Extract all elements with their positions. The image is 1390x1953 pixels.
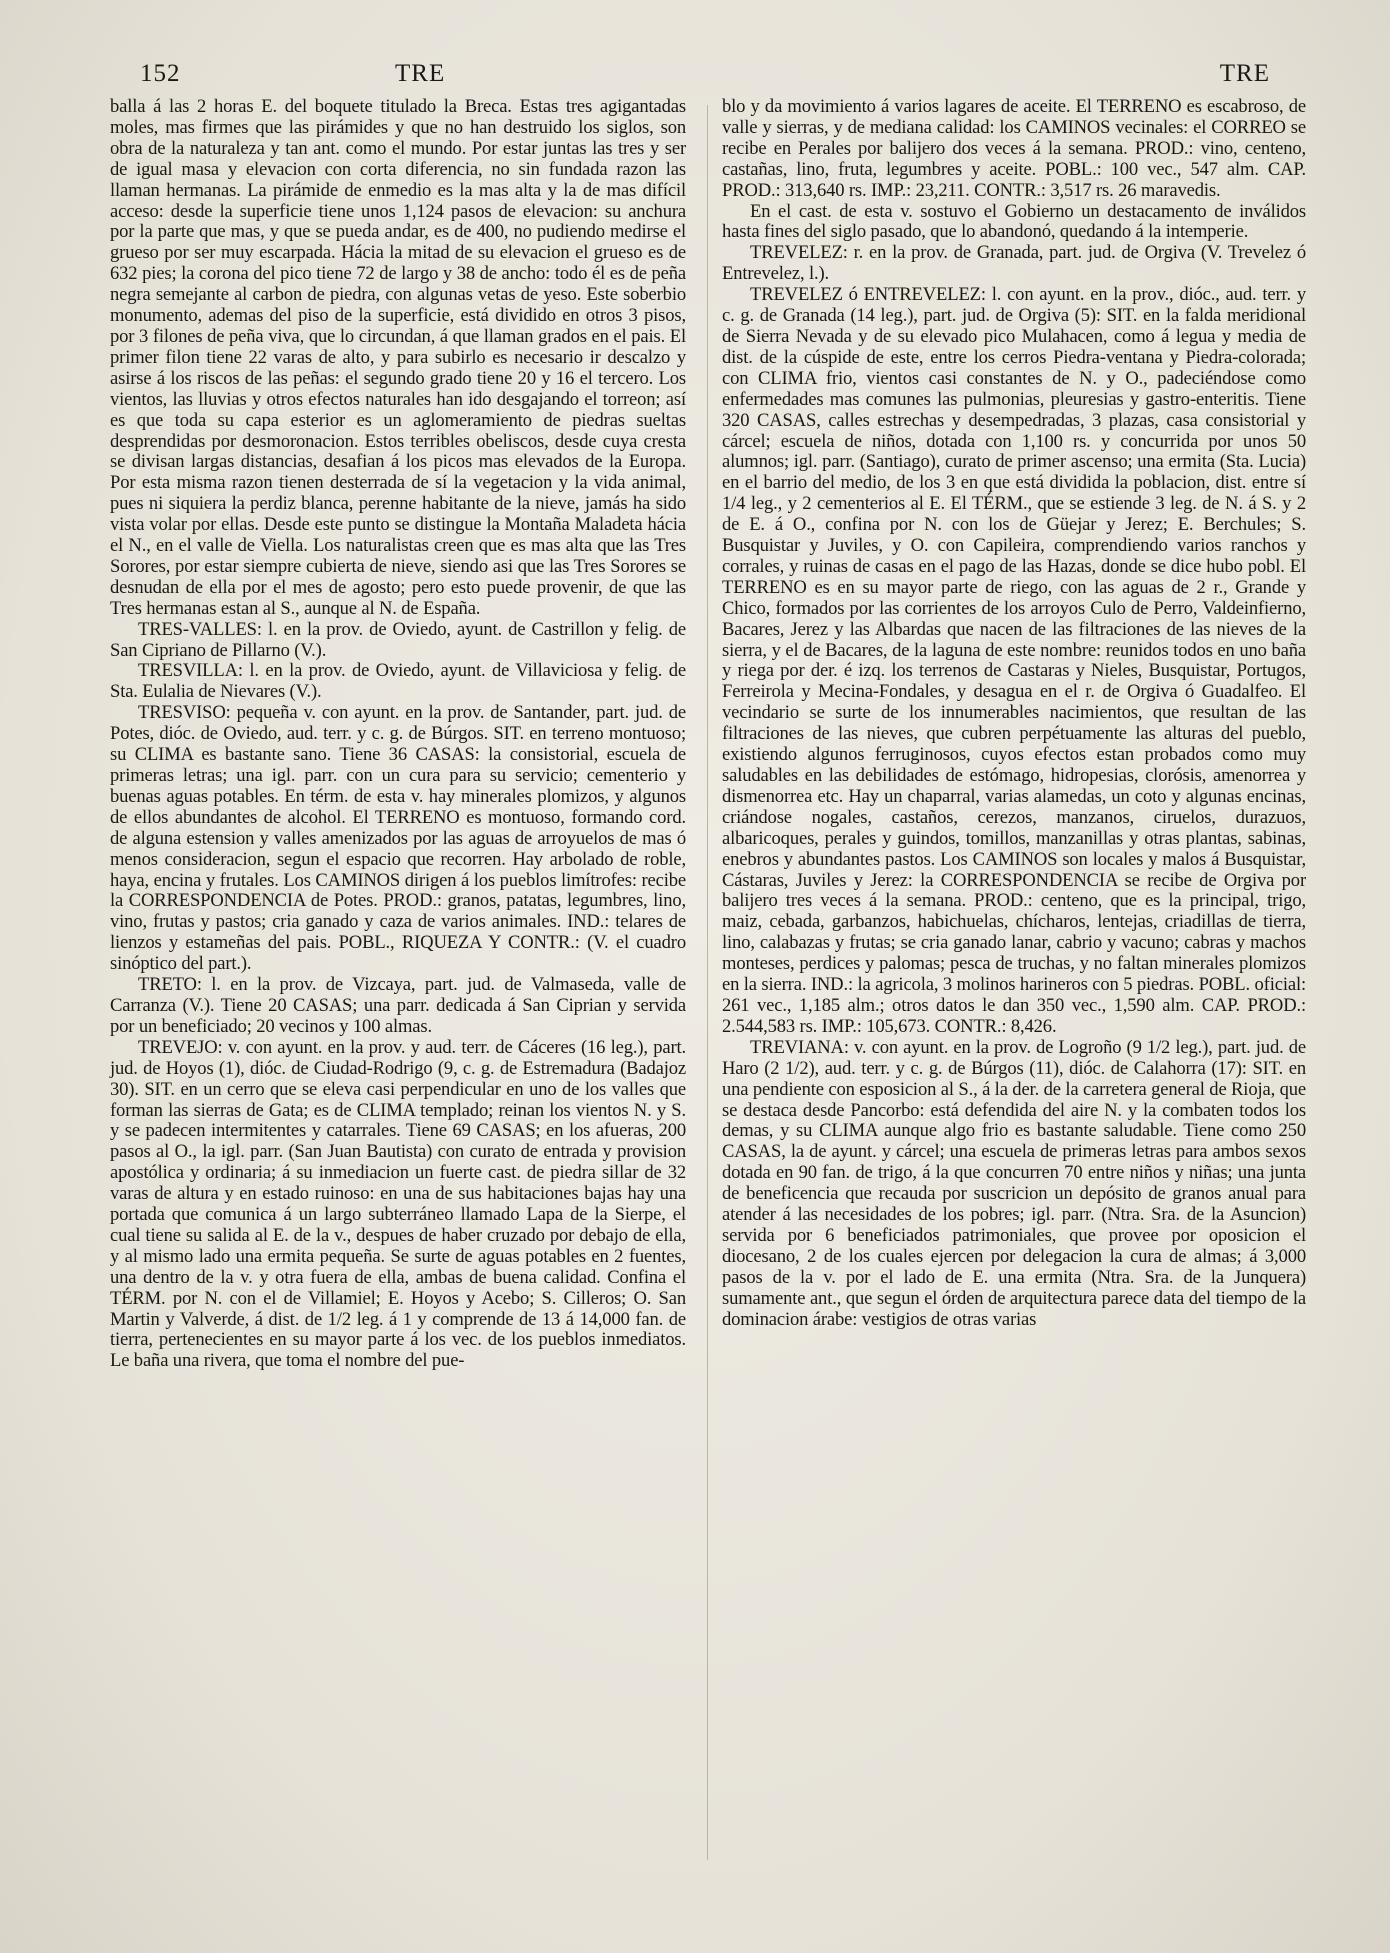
left-column: [110, 97, 686, 1372]
entry-tresvilla: TRESVILLA: l. en la prov. de Oviedo, ayunt. de Villaviciosa y felig. de Sta. Eulalia de Nievares (V.).: [110, 660, 686, 703]
entry-treviana: TREVIANA: v. con ayunt. en la prov. de Logroño (9 1/2 leg.), part. jud. de Haro (2 1/2), aud. terr. y c. g. de Búrgos (11), dióc. de Calahorra (17): SIT. en una pendiente con esposicion al S., á la der. de la carretera general de Rioja, que se destaca desde Pancorbo: está defendida del aire N. y la combaten todos los demas, y su CLIMA aunque algo frio es bastante saludable. Tiene como 250 CASAS, la de ayunt. y cárcel; una escuela de primeras letras para ambos sexos dotada en 90 fan. de trigo, á la que concurren 70 entre niños y niñas; una junta de beneficencia que recauda por suscricion un depósito de granos anual para atender á las necesidades de los pobres; igl. parr. (Ntra. Sra. de la Asuncion) servida por 6 beneficiados patrimoniales, que provee por oposicion el diocesano, 2 de los cuales ejercen por delegacion la cura de almas; á 3,000 pasos de la v. por el lado de E. una ermita (Ntra. Sra. de la Junquera) sumamente ant., que segun el órden de arquitectura parece data del tiempo de la dominacion árabe: vestigios de otras varias: [722, 1036, 1306, 1330]
page-number: 152: [140, 60, 181, 87]
entry-treto: TRETO: l. en la prov. de Vizcaya, part. jud. de Valmaseda, valle de Carranza (V.). Tiene 20 CASAS; una parr. dedicada á San Ciprian y servida por un beneficiado; 20 vecinos y 100 almas.: [110, 974, 686, 1037]
entry-trevelez-village: TREVELEZ ó ENTREVELEZ: l. con ayunt. en la prov., dióc., aud. terr. y c. g. de Granada (14 leg.), part. jud. de Orgiva (5): SIT. en la falda meridional de Sierra Nevada y de su elevado pico Mulahacen, como á legua y media de dist. de la cúspide de este, entre los cerros Piedra-ventana y Piedra-colorada; con CLIMA frio, vientos casi constantes de N. y O., padeciéndose como enfermedades mas comunes las pulmonias, pleuresias y gastro-enteritis. Tiene 320 CASAS, calles estrechas y desempedradas, 3 plazas, casa consistorial y cárcel; escuela de niños, dotada con 1,100 rs. y concurrida por unos 50 alumnos; igl. parr. (Santiago), curato de primer ascenso; una ermita (Sta. Lucia) en el barrio del medio, de los 3 en que está dividida la poblacion, dist. entre sí 1/4 leg., y 2 cementerios al E. El TÉRM., que se estiende 3 leg. de N. á S. y 2 de E. á O., confina por N. con los de Güejar y Jerez; E. Berchules; S. Busquistar y Juviles, y O. con Capileira, comprendiendo varios ranchos y corrales, y ruinas de casas en el pago de las Hazas, donde se dice hubo pobl. El TERRENO es en su mayor parte de riego, con las aguas de 2 r., Grande y Chico, formados por las corrientes de los arroyos Culo de Perro, Valdeinfierno, Bacares, Jerez y las Albardas que nacen de las filtraciones de las nieves de la sierra, y el de Bacares, de la laguna de este nombre: reunidos todos en uno baña y riega por der. é izq. los terrenos de Castaras y Nieles, Busquistar, Portugos, Ferreirola y Mecina-Fondales, y desagua en el r. de Orgiva ó Guadalfeo. El vecindario se surte de los innumerables nacimientos, que resultan de las filtraciones de las nieves, que cubren perpétuamente las alturas del pueblo, existiendo algunos ferruginosos, cuyos efectos estan probados como muy saludables en las debilidades de estómago, hidropesias, clorósis, amenorrea y dismenorrea etc. Hay un chaparral, varias alamedas, un coto y algunas encinas, criándose nogales, castaños, cerezos, manzanos, ciruelos, durazuos, albaricoques, perales y guindos, tomillos, manzanillas y otras plantas, sabinas, enebros y abundantes pastos. Los CAMINOS son locales y malos á Busquistar, Cástaras, Juviles y Jerez: la CORRESPONDENCIA se recibe de Orgiva por balijero tres veces á la semana. PROD.: centeno, que es la principal, trigo, maiz, cebada, garbanzos, habichuelas, chícharos, lentejas, criadillas de tierra, lino, calabazas y frutas; se cria ganado lanar, cabrio y vacuno; cabras y machos monteses, perdices y palomas; pesca de truchas, y no faltan minerales plomizos en la sierra. IND.: la agricola, 3 molinos harineros con 5 piedras. POBL. oficial: 261 vec., 1,185 alm.; otros datos le dan 350 vec., 1,590 alm. CAP. PROD.: 2.544,583 rs. IMP.: 105,673. CONTR.: 8,426.: [722, 284, 1306, 1037]
left-running-head: TRE: [395, 60, 446, 87]
right-column: [722, 97, 1306, 1330]
entry-trevelez-river: TREVELEZ: r. en la prov. de Granada, part. jud. de Orgiva (V. Trevelez ó Entrevelez, l.).: [722, 242, 1306, 285]
page-header: [140, 60, 1310, 100]
paragraph: balla á las 2 horas E. del boquete titulado la Breca. Estas tres agigantadas moles, mas firmes que las pirámides y que no han destruido los siglos, son obra de la naturaleza y tan ant. como el mundo. Por estar juntas las tres y ser de igual masa y elevacion con corta diferencia, no sin fundada razon las llaman hermanas. La pirámide de enmedio es la mas alta y la de mas difícil acceso: desde la superficie tiene unos 1,124 pasos de elevacion: su anchura por la parte que mas, y que se pueda andar, es de 400, no pudiendo medirse el grueso por ser muy escarpada. Hácia la mitad de su elevacion el grueso es de 632 pies; la corona del pico tiene 72 de largo y 38 de ancho: todo él es de peña negra semejante al carbon de piedra, con algunas vetas de yeso. Este soberbio monumento, ademas del piso de la superficie, está dividido en otros 3 pisos, por 3 filones de peña viva, que lo circundan, á que llaman grados en el pais. El primer filon tiene 22 varas de alto, y para subirlo es necesario ir descalzo y asirse á los riscos de las peñas: el segundo grado tiene 20 y 16 el tercero. Los vientos, las lluvias y otros efectos naturales han ido desgajando el torreon; así es que toda su capa esterior es un aglomeramiento de piedras sueltas desprendidas por desmoronacion. Estos terribles obeliscos, desde cuya cresta se divisan largas distancias, desafian á los picos mas elevados de la Europa. Por esta misma razon tienen desterrada de sí la vegetacion y la vida animal, pues ni siquiera la perdiz blanca, perenne habitante de la nieve, jamás ha sido vista volar por ellas. Desde este punto se distingue la Montaña Maladeta hácia el N., en el valle de Viella. Los naturalistas creen que es mas alta que las Tres Sorores, por estar siempre cubierta de nieve, siendo asi que las Tres Sorores se desnudan de ella por el mes de agosto; pero esto puede provenir, de que las Tres hermanas estan al S., aunque al N. de España.: [110, 96, 686, 619]
right-running-head: TRE: [1219, 60, 1270, 87]
entry-tres-valles: TRES-VALLES: l. en la prov. de Oviedo, ayunt. de Castrillon y felig. de San Cipriano de Pillarno (V.).: [110, 618, 686, 661]
paragraph-castle-note: En el cast. de esta v. sostuvo el Gobierno un destacamento de inválidos hasta fines del siglo pasado, que lo abandonó, quedando á la intemperie.: [722, 200, 1306, 243]
paragraph: blo y da movimiento á varios lagares de aceite. El TERRENO es escabroso, de valle y sierras, y de mediana calidad: los CAMINOS vecinales: el CORREO se recibe en Perales por balijero dos veces á la semana. PROD.: vino, centeno, castañas, lino, fruta, legumbres y aceite. POBL.: 100 vec., 547 alm. CAP. PROD.: 313,640 rs. IMP.: 23,211. CONTR.: 3,517 rs. 26 maravedis.: [722, 96, 1306, 201]
entry-tresviso: TRESVISO: pequeña v. con ayunt. en la prov. de Santander, part. jud. de Potes, dióc. de Oviedo, aud. terr. y c. g. de Búrgos. SIT. en terreno montuoso; su CLIMA es bastante sano. Tiene 36 CASAS: la consistorial, escuela de primeras letras; una igl. parr. con un cura para su servicio; cementerio y buenas aguas potables. En térm. de esta v. hay minerales plomizos, y algunos de ellos abundantes de alcohol. El TERRENO es montuoso, formando cord. de alguna estension y valles amenizados por las aguas de arroyuelos de mas ó menos consideracion, segun el espacio que recorren. Hay arbolado de roble, haya, encina y frutales. Los CAMINOS dirigen á los pueblos limítrofes: recibe la CORRESPONDENCIA de Potes. PROD.: granos, patatas, legumbres, lino, vino, frutas y pastos; cria ganado y caza de varios animales. IND.: telares de lienzos y estameñas del pais. POBL., RIQUEZA Y CONTR.: (V. el cuadro sinóptico del part.).: [110, 702, 686, 975]
entry-trevejo: TREVEJO: v. con ayunt. en la prov. y aud. terr. de Cáceres (16 leg.), part. jud. de Hoyos (1), dióc. de Ciudad-Rodrigo (9, c. g. de Estremadura (Badajoz 30). SIT. en un cerro que se eleva casi perpendicular en uno de los valles que forman las sierras de Gata; es de CLIMA templado; reinan los vientos N. y S. y se padecen intermitentes y catarrales. Tiene 69 CASAS; en los afueras, 200 pasos al O., la igl. parr. (San Juan Bautista) con curato de entrada y provision apostólica y ordinaria; á su inmediacion un fuerte cast. de piedra sillar de 32 varas de altura y en estado ruinoso: en una de sus habitaciones bajas hay una portada que comunica á un largo subterráneo llamado Lapa de la Sierpe, el cual tiene su salida al E. de la v., despues de haber cruzado por debajo de ella, y al mismo lado una ermita pequeña. Se surte de aguas potables en 2 fuentes, una dentro de la v. y otra fuera de ella, ambas de buena calidad. Confina el TÉRM. por N. con el de Villamiel; E. Hoyos y Acebo; S. Cilleros; O. San Martin y Valverde, á dist. de 1/2 leg. á 1 y comprende de 13 á 14,000 fan. de tierra, pertenecientes en su mayor parte á los vec. de los pueblos inmediatos. Le baña una rivera, que toma el nombre del pue-: [110, 1036, 686, 1372]
column-divider: [707, 105, 708, 1860]
